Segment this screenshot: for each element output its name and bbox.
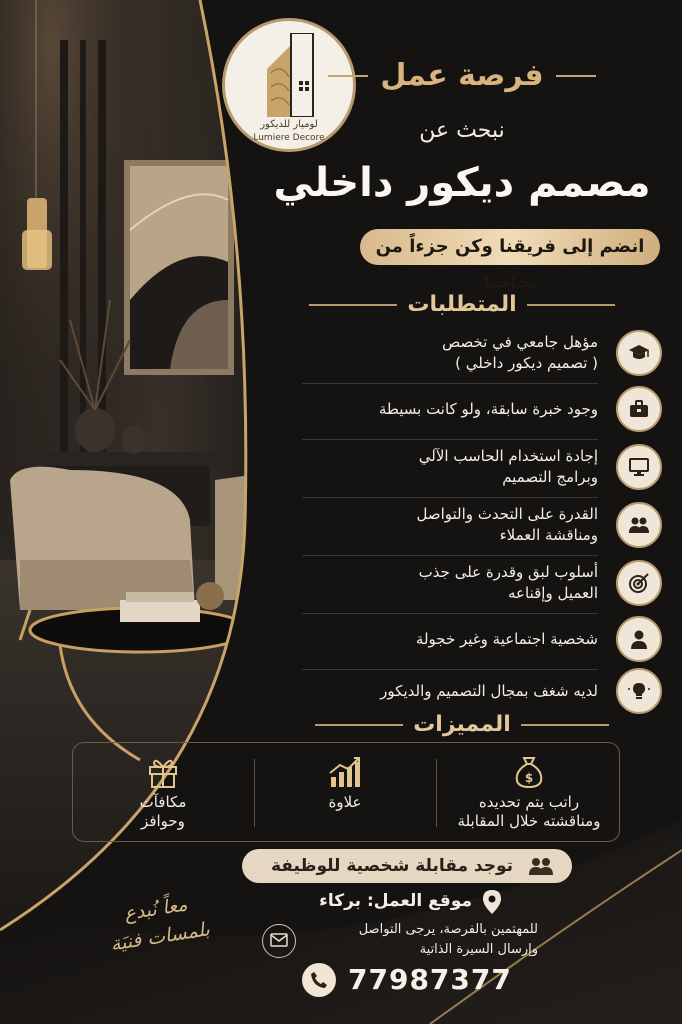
- monitor-icon: [616, 444, 662, 490]
- requirement-item: [242, 326, 682, 382]
- brand-name-ar: لوميار للديكور: [260, 119, 318, 130]
- requirement-line: القدرة على التحدث والتواصل: [416, 505, 598, 523]
- requirement-line: لديه شغف بمجال التصميم والديكور: [380, 681, 598, 700]
- requirement-item: [242, 498, 682, 554]
- envelope-icon: [262, 924, 296, 958]
- requirement-line: العميل وإقناعه: [508, 584, 598, 602]
- requirement-line: إجادة استخدام الحاسب الآلي: [418, 447, 598, 465]
- requirements-heading: [242, 292, 682, 317]
- search-text: نبحث عن: [419, 118, 505, 143]
- people-icon: [616, 502, 662, 548]
- people-icon: [528, 857, 554, 875]
- slogan-line: بلمسات فنيَة: [109, 918, 212, 956]
- decor-line: [315, 724, 403, 726]
- decor-line: [309, 304, 397, 306]
- growth-chart-icon: [328, 755, 362, 789]
- requirement-text: [298, 382, 598, 436]
- requirement-line: مؤهل جامعي في تخصص: [442, 333, 598, 351]
- requirement-text: [298, 440, 598, 494]
- requirement-line: شخصية اجتماعية وغير خجولة: [415, 629, 598, 648]
- gift-icon: [147, 755, 179, 789]
- headline-text: فرصة عمل: [380, 58, 544, 93]
- join-banner: انضم إلى فريقنا وكن جزءاً من نجاحنا: [360, 229, 660, 265]
- phone-icon: [302, 963, 336, 997]
- phone-text: 77987377: [348, 963, 512, 996]
- requirement-item: [242, 556, 682, 612]
- divider: [254, 759, 255, 827]
- svg-text:$: $: [524, 771, 534, 785]
- contact-text: [308, 920, 538, 960]
- benefit-label: راتب يتم تحديده: [478, 793, 580, 811]
- requirement-line: ومناقشة العملاء: [499, 526, 598, 544]
- phone-number[interactable]: [302, 961, 512, 1001]
- interview-text: توجد مقابلة شخصية للوظيفة: [270, 856, 514, 876]
- requirements-title: المتطلبات: [407, 292, 517, 317]
- decor-line: [521, 724, 609, 726]
- requirement-line: وبرامج التصميم: [502, 468, 598, 486]
- requirement-item: [242, 440, 682, 496]
- target-icon: [616, 560, 662, 606]
- requirement-line: ( تصميم ديكور داخلي ): [455, 354, 598, 372]
- decor-line: [328, 75, 368, 77]
- benefit-label: علاوة: [328, 793, 362, 811]
- requirement-text: [298, 612, 598, 666]
- benefits-box: [72, 742, 620, 842]
- benefit-label: وحوافز: [141, 812, 185, 830]
- requirement-line: وجود خبرة سابقة، ولو كانت بسيطة: [378, 399, 598, 418]
- location-pin-icon: [482, 889, 502, 915]
- benefit-label: ومناقشته خلال المقابلة: [457, 812, 601, 830]
- divider: [436, 759, 437, 827]
- decor-line: [556, 75, 596, 77]
- benefit-label: مكافآت: [139, 793, 187, 811]
- benefits-title: المميزات: [413, 712, 511, 737]
- graduation-cap-icon: [616, 330, 662, 376]
- interview-banner: [242, 849, 572, 883]
- contact-line: وإرسال السيرة الذاتية: [419, 942, 538, 957]
- briefcase-icon: [616, 386, 662, 432]
- job-title: مصمم ديكور داخلي: [273, 160, 651, 206]
- requirement-text: [298, 556, 598, 610]
- requirement-line: أسلوب لبق وقدرة على جذب: [418, 563, 598, 581]
- requirement-text: [298, 326, 598, 380]
- benefit-item: [73, 743, 253, 843]
- decor-line: [527, 304, 615, 306]
- money-bag-icon: [513, 755, 545, 789]
- requirement-item: [242, 382, 682, 438]
- work-location: [319, 889, 502, 915]
- location-text: موقع العمل: بركاء: [319, 891, 472, 911]
- brand-name-en: Lumiere Decore: [253, 133, 325, 143]
- contact-line: للمهتمين بالفرصة، يرجى التواصل: [358, 922, 538, 937]
- lightbulb-icon: [616, 668, 662, 714]
- headline: [242, 58, 682, 93]
- benefit-item: [255, 743, 435, 843]
- requirement-text: [298, 498, 598, 552]
- benefit-item: [439, 743, 619, 843]
- slogan-line: معاً نُبدع: [122, 893, 189, 926]
- person-icon: [616, 616, 662, 662]
- requirement-text: [298, 664, 598, 718]
- requirement-item: [242, 612, 682, 668]
- benefits-heading: [242, 712, 682, 737]
